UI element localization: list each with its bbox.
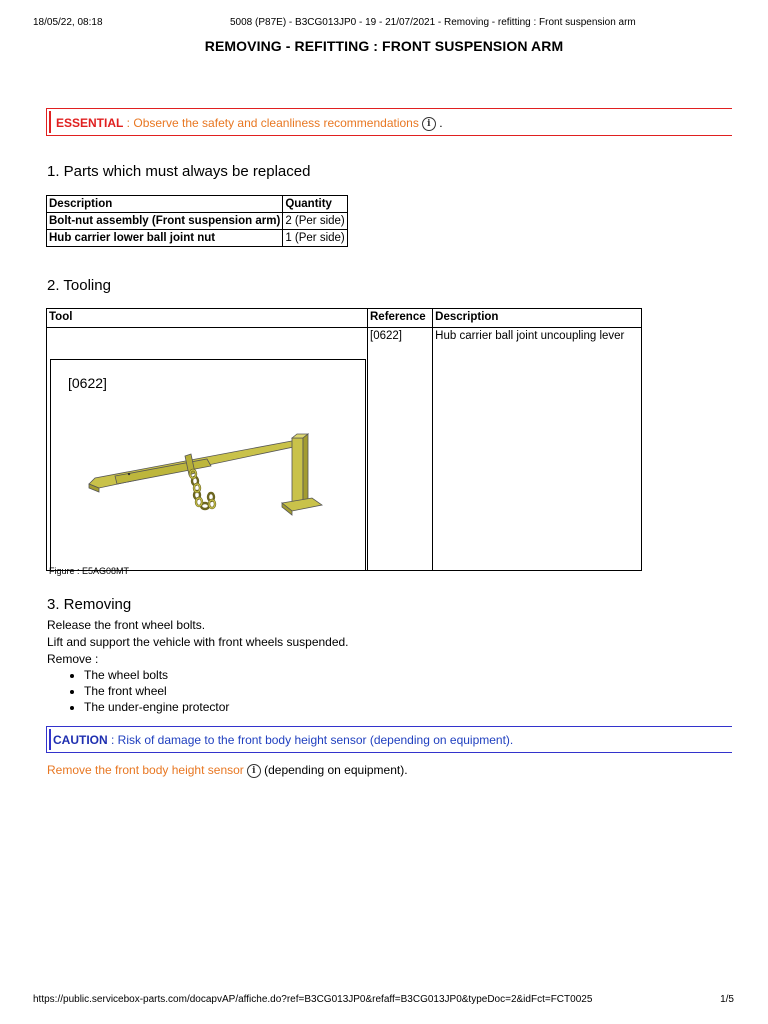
page-title: REMOVING - REFITTING : FRONT SUSPENSION ARM — [204, 38, 564, 54]
list-item: • The under-engine protector — [84, 699, 229, 715]
instruction-line: Lift and support the vehicle with front wheels suspended. — [47, 635, 349, 649]
col-reference: Reference — [368, 309, 433, 328]
list-item: • The wheel bolts — [84, 667, 229, 683]
uncoupling-lever-illustration — [87, 418, 327, 528]
list-item: • The front wheel — [84, 683, 229, 699]
info-icon[interactable]: i — [422, 117, 436, 131]
tool-figure — [50, 359, 366, 571]
footer-url: https://public.servicebox-parts.com/docapvAP/affiche.do?ref=B3CG013JP0&refaff=B3CG013JP0&typeDoc=2&idFct=FCT0025 — [33, 994, 593, 1005]
table-row — [47, 213, 348, 230]
col-tool-description: Description — [433, 309, 642, 328]
essential-trail: . — [435, 116, 443, 130]
tooling-heading: 2. Tooling — [47, 277, 111, 294]
tool-figure-cell — [47, 328, 368, 576]
page-number: 1/5 — [720, 994, 734, 1005]
figure-caption: Figure : E5AG08MT — [49, 566, 130, 576]
info-icon[interactable]: i — [247, 764, 261, 778]
parts-header-row — [47, 196, 348, 213]
essential-bar — [49, 111, 51, 133]
remove-list — [47, 667, 229, 715]
col-quantity: Quantity — [283, 196, 347, 213]
essential-notice — [46, 108, 732, 136]
col-description: Description — [47, 196, 283, 213]
table-row — [47, 328, 642, 571]
essential-sep: : — [123, 116, 134, 130]
tooling-header-row — [47, 309, 642, 328]
print-doc-ref: 5008 (P87E) - B3CG013JP0 - 19 - 21/07/2021 - Removing - refitting : Front suspension arm — [230, 17, 636, 28]
essential-text — [56, 116, 443, 131]
height-sensor-link[interactable]: Remove the front body height sensor — [47, 763, 244, 777]
parts-table — [46, 195, 348, 247]
figure-reference-label: [0622] — [68, 375, 107, 391]
col-tool: Tool — [47, 309, 368, 328]
table-row — [47, 230, 348, 247]
part-description: Hub carrier lower ball joint nut — [47, 230, 283, 247]
instruction-line: Remove : — [47, 652, 99, 666]
caution-body: : Risk of damage to the front body height sensor (depending on equipment). — [107, 733, 514, 747]
caution-label: CAUTION — [53, 733, 108, 747]
essential-label: ESSENTIAL — [56, 116, 124, 130]
tool-reference: [0622] — [368, 328, 433, 571]
print-datetime: 18/05/22, 08:18 — [33, 17, 103, 28]
tooling-table — [46, 308, 642, 576]
instruction-line: Release the front wheel bolts. — [47, 618, 206, 632]
caution-text — [53, 733, 513, 747]
height-sensor-note: (depending on equipment). — [260, 763, 408, 777]
tool-description: Hub carrier ball joint uncoupling lever — [433, 328, 642, 571]
part-quantity: 2 (Per side) — [283, 213, 347, 230]
part-description: Bolt-nut assembly (Front suspension arm) — [47, 213, 283, 230]
height-sensor-step — [47, 763, 408, 778]
part-quantity: 1 (Per side) — [283, 230, 347, 247]
caution-bar — [49, 729, 51, 750]
caution-notice — [46, 726, 732, 753]
parts-heading: 1. Parts which must always be replaced — [47, 163, 311, 180]
removing-heading: 3. Removing — [47, 596, 132, 613]
safety-recommendations-link[interactable]: Observe the safety and cleanliness recommendations — [133, 116, 419, 130]
